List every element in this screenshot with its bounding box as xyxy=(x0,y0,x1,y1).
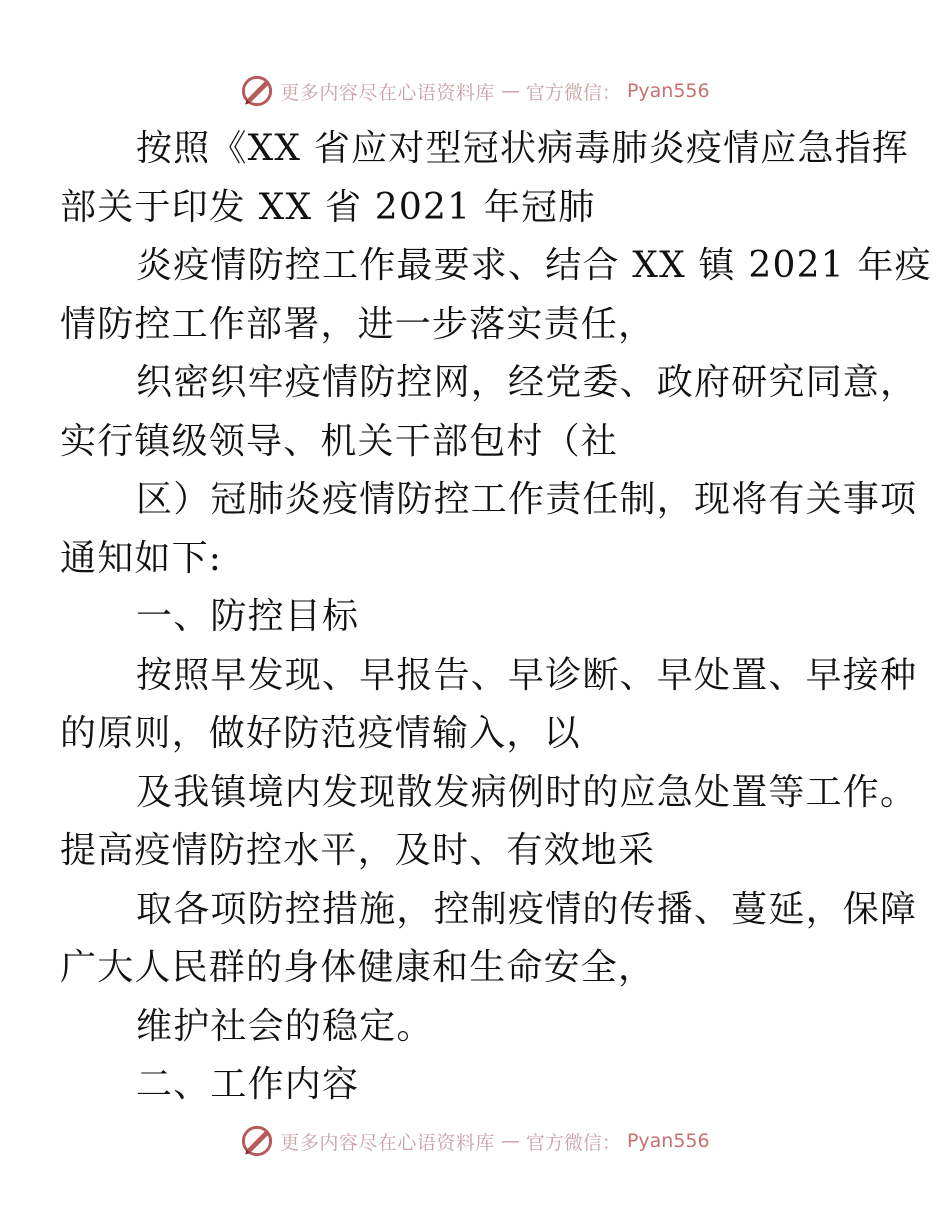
text-line: 部关于印发 XX 省 2021 年冠肺 xyxy=(60,186,596,228)
text-line: 按照早发现、早报告、早诊断、早处置、早接种 xyxy=(136,654,918,696)
pen-logo-icon xyxy=(240,74,274,108)
footer-banner xyxy=(0,1124,950,1158)
text-line: 区）冠肺炎疫情防控工作责任制，现将有关事项 xyxy=(136,479,918,520)
text-line: 一、防控目标 xyxy=(136,596,360,637)
paragraph-4 xyxy=(60,471,918,588)
section-heading-2 xyxy=(98,1056,858,1115)
section-heading-1 xyxy=(98,588,858,647)
text-line: 的原则，做好防范疫情输入，以 xyxy=(60,713,581,754)
text-line: 取各项防控措施，控制疫情的传播、蔓延，保障 xyxy=(136,888,918,930)
text-line: 提高疫情防控水平，及时、有效地采 xyxy=(60,830,656,871)
text-line: 通知如下: xyxy=(60,537,223,579)
text-line: 织密织牢疫情防控网，经党委、政府研究同意， xyxy=(136,362,918,403)
official-wechat-label: 官方微信： xyxy=(525,1131,621,1154)
text-line: 维护社会的稳定。 xyxy=(136,1005,434,1047)
paragraph-2 xyxy=(60,237,932,354)
header-banner xyxy=(0,74,950,108)
wechat-id: Pyan556 xyxy=(626,80,710,102)
paragraph-8 xyxy=(98,998,858,1057)
brand-text: 更多内容尽在心语资料库 xyxy=(280,81,495,104)
text-line: 二、工作内容 xyxy=(136,1064,360,1105)
paragraph-3 xyxy=(60,354,918,471)
text-line: 及我镇境内发现散发病例时的应急处置等工作。 xyxy=(136,771,918,813)
banner-separator: — xyxy=(500,1130,520,1152)
text-line: 实行镇级领导、机关干部包村（社 xyxy=(60,420,619,462)
text-line: 情防控工作部署，进一步落实责任， xyxy=(60,303,656,345)
text-line: 广大人民群的身体健康和生命安全， xyxy=(60,947,656,988)
text-line: 炎疫情防控工作最要求、结合 XX 镇 2021 年疫 xyxy=(136,245,932,286)
paragraph-5 xyxy=(60,647,918,764)
paragraph-1 xyxy=(60,120,910,237)
document-body xyxy=(60,120,932,1115)
official-wechat-label: 官方微信： xyxy=(525,81,621,104)
banner-separator: — xyxy=(500,80,520,102)
brand-text: 更多内容尽在心语资料库 xyxy=(280,1131,495,1154)
paragraph-7 xyxy=(60,881,918,998)
pen-logo-icon xyxy=(240,1124,274,1158)
wechat-id: Pyan556 xyxy=(626,1130,710,1152)
text-line: 按照《XX 省应对型冠状病毒肺炎疫情应急指挥 xyxy=(136,128,910,169)
paragraph-6 xyxy=(60,764,918,881)
